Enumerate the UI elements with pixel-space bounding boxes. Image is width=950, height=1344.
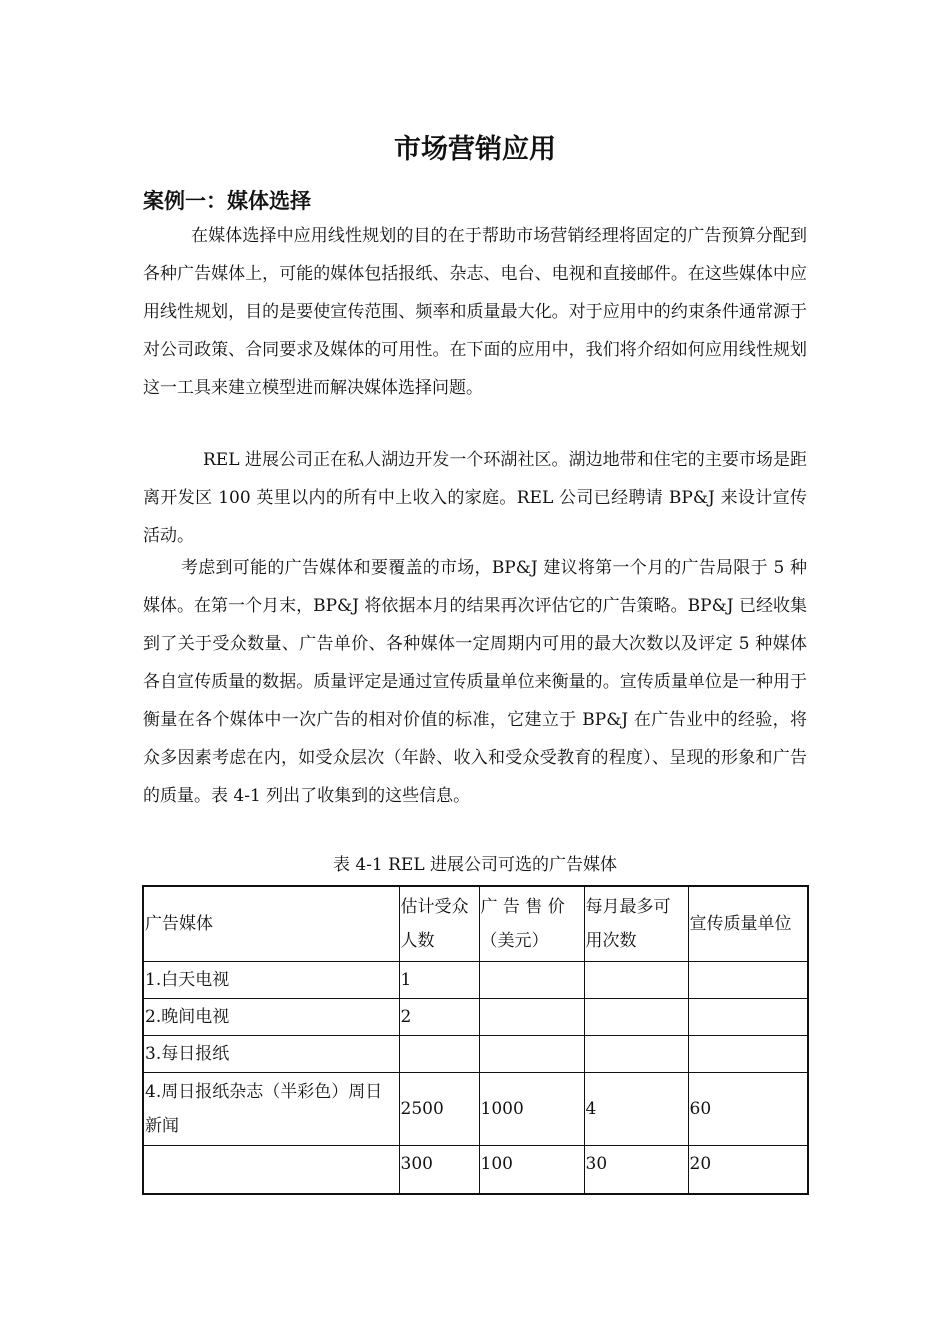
table-cell: 4.周日报纸杂志（半彩色）周日新闻	[143, 1073, 399, 1146]
table-cell	[479, 1036, 584, 1073]
table-cell	[688, 962, 808, 999]
table-row	[143, 999, 808, 1036]
table-cell	[399, 1036, 479, 1073]
table-cell: 1	[399, 962, 479, 999]
table-row	[143, 1036, 808, 1073]
table-cell: 2	[399, 999, 479, 1036]
table-header-cell: 广告媒体	[143, 886, 399, 962]
table-cell	[143, 1146, 399, 1195]
table-cell	[688, 1036, 808, 1073]
page-title: 市场营销应用	[394, 134, 556, 165]
table-cell: 100	[479, 1146, 584, 1195]
media-table	[142, 885, 809, 1195]
table-cell: 60	[688, 1073, 808, 1146]
table-cell	[479, 999, 584, 1036]
table-header-cell: 估计受众人数	[399, 886, 479, 962]
table-row	[143, 962, 808, 999]
table-caption: 表 4-1 REL 进展公司可选的广告媒体	[332, 855, 618, 875]
table-header-cell: 广 告 售 价（美元）	[479, 886, 584, 962]
table-cell	[479, 962, 584, 999]
paragraph: REL 进展公司正在私人湖边开发一个环湖社区。湖边地带和住宅的主要市场是距离开发区 100 英里以内的所有中上收入的家庭。REL 公司已经聘请 BP&J 来设计宣传活动。	[143, 450, 807, 546]
table-cell: 3.每日报纸	[143, 1036, 399, 1073]
paragraph: 在媒体选择中应用线性规划的目的在于帮助市场营销经理将固定的广告预算分配到各种广告媒体上，可能的媒体包括报纸、杂志、电台、电视和直接邮件。在这些媒体中应用线性规划，目的是要使宣传范围、频率和质量最大化。对于应用中的约束条件通常源于对公司政策、合同要求及媒体的可用性。在下面的应用中，我们将介绍如何应用线性规划这一工具来建立模型进而解决媒体选择问题。	[143, 226, 807, 398]
table-cell: 2.晚间电视	[143, 999, 399, 1036]
table-cell	[584, 962, 688, 999]
section-heading: 案例一：媒体选择	[143, 189, 311, 213]
table-row	[143, 1073, 808, 1146]
table-cell	[688, 999, 808, 1036]
table-cell	[584, 1036, 688, 1073]
table-header-row	[143, 886, 808, 962]
table-cell: 30	[584, 1146, 688, 1195]
table-header-cell: 每月最多可用次数	[584, 886, 688, 962]
table-cell: 300	[399, 1146, 479, 1195]
table-cell: 2500	[399, 1073, 479, 1146]
paragraph: 考虑到可能的广告媒体和要覆盖的市场，BP&J 建议将第一个月的广告局限于 5 种媒体。在第一个月末，BP&J 将依据本月的结果再次评估它的广告策略。BP&J 已经收集到了关于受众数量、广告单价、各种媒体一定周期内可用的最大次数以及评定 5 种媒体各自宣传质量的数据。质量评定是通过宣传质量单位来衡量的。宣传质量单位是一种用于衡量在各个媒体中一次广告的相对价值的标准，它建立于 BP&J 在广告业中的经验，将众多因素考虑在内，如受众层次（年龄、收入和受众受教育的程度）、呈现的形象和广告的质量。表 4-1 列出了收集到的这些信息。	[143, 558, 807, 806]
table-header-cell: 宣传质量单位	[688, 886, 808, 962]
table-cell: 4	[584, 1073, 688, 1146]
table-row	[143, 1146, 808, 1195]
table-cell	[584, 999, 688, 1036]
table-cell: 20	[688, 1146, 808, 1195]
table-cell: 1000	[479, 1073, 584, 1146]
table-cell: 1.白天电视	[143, 962, 399, 999]
